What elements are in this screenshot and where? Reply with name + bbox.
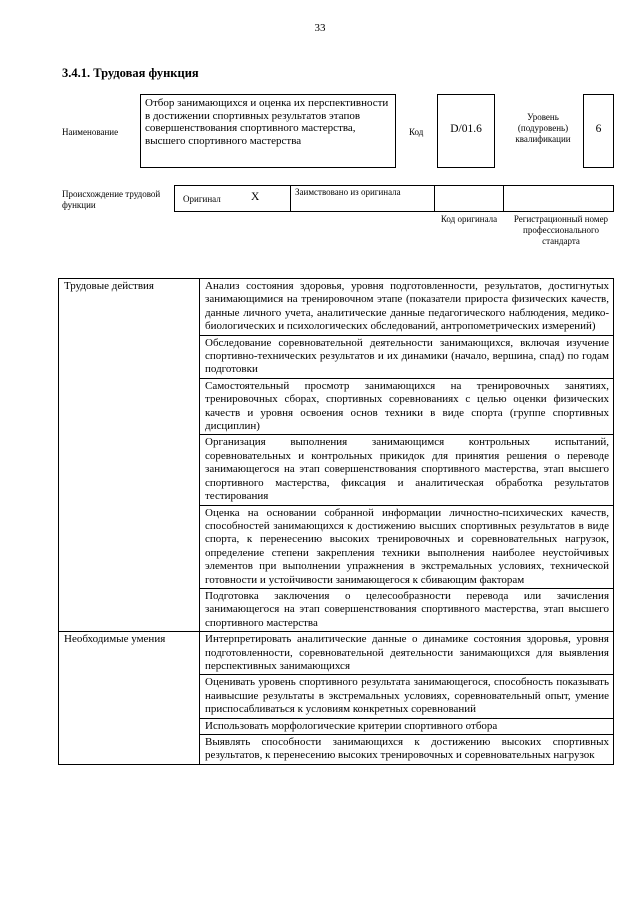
- borrowed-label: Заимствовано из оригинала: [295, 187, 401, 197]
- reg-number-label: Регистрационный номер профессионального стандарта: [513, 214, 609, 246]
- level-value: 6: [583, 94, 614, 168]
- skills-label: Необходимые умения: [59, 632, 200, 765]
- level-label: Уровень (подуровень) квалификации: [515, 112, 571, 144]
- labor-action-item: Организация выполнения занимающимся контрольных испытаний, соревновательных и контрольных прикидок для принятия решения о переводе занимающегося на этап совершенствования спортивного мастерства, этап высшего спортивного мастерства, фиксация и аналитическая обработка результатов тестирования: [200, 435, 614, 505]
- table-row: [59, 632, 614, 675]
- labor-action-item: Обследование соревновательной деятельности занимающихся, включая изучение спортивно-технических результатов и их динамики (начало, вершина, спад) по годам подготовки: [200, 335, 614, 378]
- skill-item: Интерпретировать аналитические данные о динамике состояния здоровья, уровня подготовленности, соревновательной деятельности занимающихся для выявления перспективных занимающихся: [200, 632, 614, 675]
- labor-action-item: Анализ состояния здоровья, уровня подготовленности, результатов, достигнутых занимающимися на тренировочном этапе (показатели прироста физических качеств, данные личного учета, аналитические данные педагогического наблюдения, медико-биологических и психологических обследований, антропометрических измерений): [200, 279, 614, 336]
- labor-action-item: Самостоятельный просмотр занимающихся на тренировочных занятиях, тренировочных сборах, спортивных соревнованиях с целью оценки физических качеств и уровня освоения основ техники в виде спорта (группе спортивных дисциплин): [200, 378, 614, 435]
- original-label: Оригинал: [183, 194, 221, 204]
- divider: [290, 186, 291, 211]
- name-value: Отбор занимающихся и оценка их перспективности в достижении спортивных результатов этапов совершенствования спортивного мастерства, высшего спортивного мастерства: [140, 94, 396, 168]
- divider: [434, 186, 435, 211]
- labor-action-item: Подготовка заключения о целесообразности перевода или зачисления занимающегося на этап совершенствования спортивного мастерства, этап высшего спортивного мастерства: [200, 588, 614, 631]
- divider: [503, 186, 504, 211]
- skill-item: Оценивать уровень спортивного результата занимающегося, способность показывать наивысшие результаты в экстремальных условиях, соревновательный опыт, умение приспосабливаться к условиям конкретных соревнований: [200, 675, 614, 718]
- name-label: Наименование: [62, 127, 119, 137]
- labor-actions-label: Трудовые действия: [59, 279, 200, 632]
- origin-row: [174, 185, 614, 212]
- function-table: [58, 278, 614, 765]
- original-mark: X: [251, 191, 260, 203]
- page-number: 33: [314, 22, 326, 34]
- skill-item: Выявлять способности занимающихся к достижению высоких спортивных результатов, к перенесению высоких тренировочных и соревновательных нагрузок: [200, 735, 614, 765]
- code-original-label: Код оригинала: [440, 214, 498, 224]
- section-title: 3.4.1. Трудовая функция: [62, 66, 199, 80]
- origin-label: Происхождение трудовой функции: [62, 189, 161, 210]
- labor-action-item: Оценка на основании собранной информации личностно-психических качеств, способностей занимающихся к достижению высших спортивных результатов в виде спорта, к перенесению высоких тренировочных и соревновательных нагрузок, определение степени закрепления техники выполнения наиболее неустойчивых элементов при выполнении упражнения в экстремальных условиях, технической готовности и устойчивости занимающегося к сбивающим факторам: [200, 505, 614, 588]
- code-value: D/01.6: [437, 94, 495, 168]
- skill-item: Использовать морфологические критерии спортивного отбора: [200, 718, 614, 734]
- table-row: [59, 279, 614, 336]
- code-label: Код: [409, 127, 424, 137]
